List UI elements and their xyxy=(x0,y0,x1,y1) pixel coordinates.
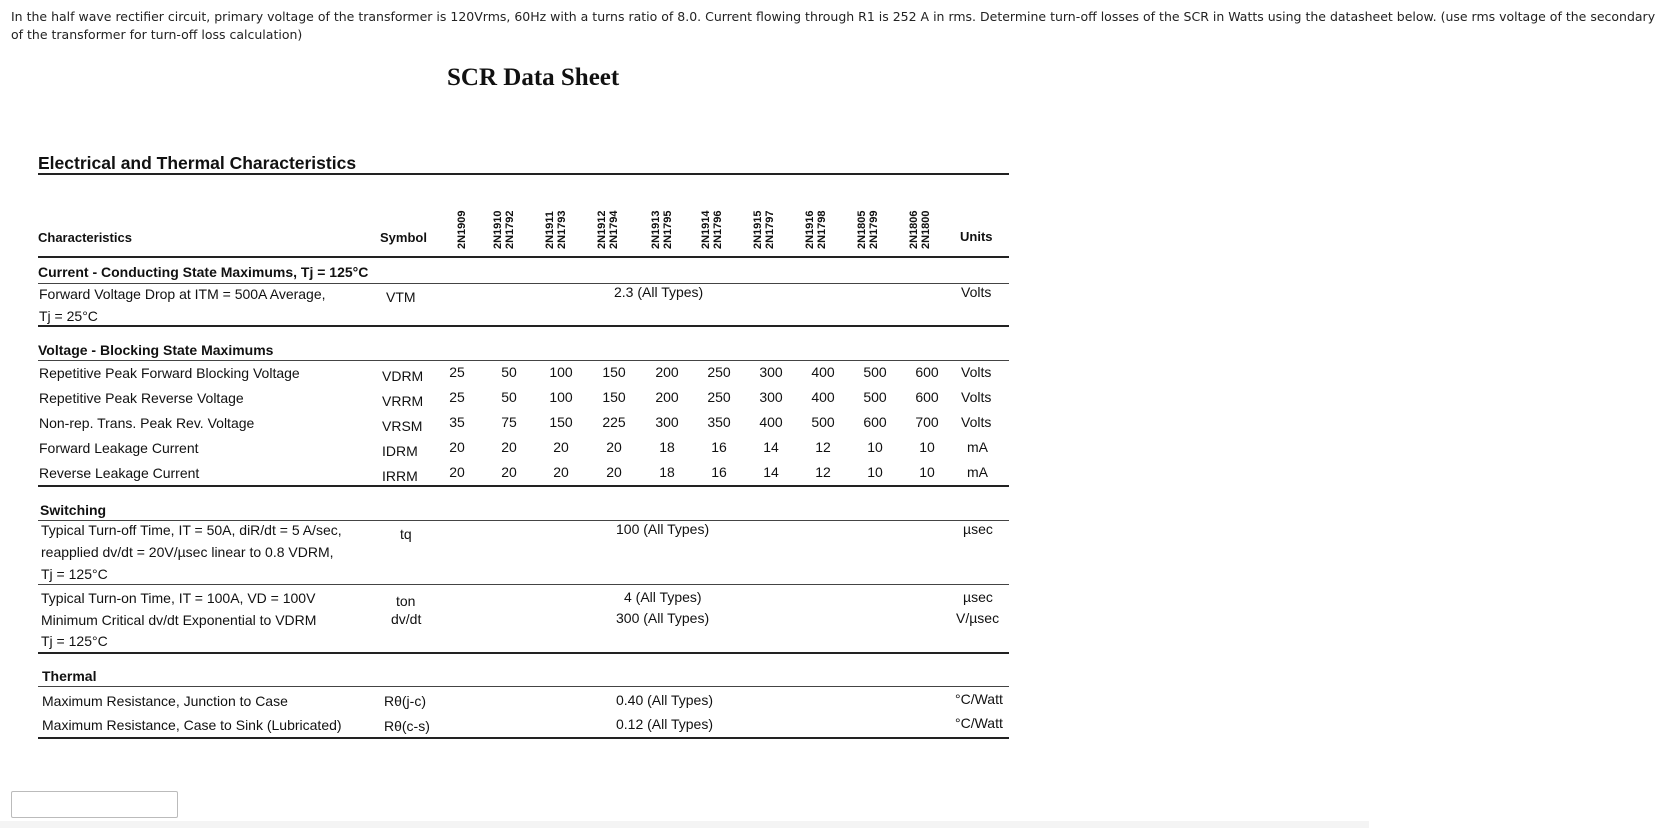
blocking-row-unit: mA xyxy=(967,439,988,455)
blocking-row-value: 16 xyxy=(711,464,727,480)
blocking-row-value: 20 xyxy=(449,439,465,455)
tq-label-3: Tj = 125°C xyxy=(41,566,108,582)
vtm-label-cond: Tj = 25°C xyxy=(39,308,98,324)
blocking-row-symbol: VRRM xyxy=(382,393,424,409)
divider xyxy=(38,173,1009,175)
blocking-row-symbol: VRSM xyxy=(382,418,423,434)
rjc-label: Maximum Resistance, Junction to Case xyxy=(42,693,288,709)
section-switching-title: Switching xyxy=(40,502,107,518)
divider xyxy=(38,652,1009,654)
divider xyxy=(38,256,1009,258)
blocking-row-value: 500 xyxy=(811,414,835,430)
vtm-unit: Volts xyxy=(961,284,992,300)
part-number-header xyxy=(596,197,628,249)
dvdt-label-2: Tj = 125°C xyxy=(41,633,108,649)
blocking-row-value: 600 xyxy=(863,414,887,430)
blocking-row-value: 100 xyxy=(549,364,573,380)
blocking-row-value: 300 xyxy=(655,414,679,430)
part-number-label: 2N1913 2N1795 xyxy=(650,210,674,249)
blocking-row-value: 150 xyxy=(602,364,626,380)
blocking-row-value: 20 xyxy=(553,439,569,455)
blocking-row-label: Forward Leakage Current xyxy=(39,440,199,456)
blocking-row-value: 50 xyxy=(501,389,517,405)
dvdt-symbol: dv/dt xyxy=(391,611,422,627)
part-number-header xyxy=(544,197,576,249)
part-number-header xyxy=(492,197,524,249)
rcs-symbol: Rθ(c-s) xyxy=(384,718,430,734)
ton-unit: µsec xyxy=(963,589,993,605)
answer-input[interactable] xyxy=(11,791,178,818)
blocking-row-value: 100 xyxy=(549,389,573,405)
part-number-header xyxy=(908,197,940,249)
blocking-row-value: 18 xyxy=(659,464,675,480)
col-characteristics: Characteristics xyxy=(38,230,132,245)
blocking-row-symbol: IRRM xyxy=(382,468,418,484)
blocking-row-value: 10 xyxy=(919,439,935,455)
blocking-row-value: 200 xyxy=(655,364,679,380)
blocking-row-value: 20 xyxy=(553,464,569,480)
blocking-row-value: 18 xyxy=(659,439,675,455)
part-number-header xyxy=(700,197,732,249)
blocking-row-value: 200 xyxy=(655,389,679,405)
rjc-value: 0.40 (All Types) xyxy=(616,692,714,708)
section-thermal-title: Thermal xyxy=(42,668,97,684)
blocking-row-symbol: VDRM xyxy=(382,368,424,384)
blocking-row-label: Repetitive Peak Reverse Voltage xyxy=(39,390,244,406)
blocking-row-value: 300 xyxy=(759,389,783,405)
blocking-row-value: 300 xyxy=(759,364,783,380)
part-number-label: 2N1806 2N1800 xyxy=(908,210,932,249)
divider xyxy=(38,485,1009,487)
part-number-header xyxy=(856,197,888,249)
blocking-row-value: 400 xyxy=(811,364,835,380)
blocking-row-value: 14 xyxy=(763,439,779,455)
part-number-label: 2N1910 2N1792 xyxy=(492,210,516,249)
divider xyxy=(38,686,1009,687)
tq-value: 100 (All Types) xyxy=(616,521,710,537)
blocking-row-value: 400 xyxy=(759,414,783,430)
blocking-row-value: 150 xyxy=(549,414,573,430)
blocking-row-value: 75 xyxy=(501,414,517,430)
rcs-value: 0.12 (All Types) xyxy=(616,716,714,732)
vtm-symbol: VTM xyxy=(386,289,416,305)
blocking-row-unit: mA xyxy=(967,464,988,480)
blocking-row-value: 25 xyxy=(449,389,465,405)
divider xyxy=(38,360,1009,361)
vtm-label: Forward Voltage Drop at ITM = 500A Average, xyxy=(39,286,326,302)
part-number-label: 2N1911 2N1793 xyxy=(544,210,568,249)
blocking-row-value: 20 xyxy=(606,464,622,480)
tq-unit: µsec xyxy=(963,521,993,537)
ton-value: 4 (All Types) xyxy=(624,589,702,605)
blocking-row-value: 16 xyxy=(711,439,727,455)
rcs-unit: °C/Watt xyxy=(955,715,1003,731)
part-number-header xyxy=(804,197,836,249)
question-line-1: In the half wave rectifier circuit, primary voltage of the transformer is 120Vrms, 60Hz with a turns ratio of 8.0. Current flowing through R1 is 252 A in rms. Determine turn-off losses of the SCR in Watts using the datasheet below. (use rms voltage of the secondary xyxy=(11,9,1655,24)
tq-label-2: reapplied dv/dt = 20V/µsec linear to 0.8 VDRM, xyxy=(41,544,334,560)
tq-label: Typical Turn-off Time, IT = 50A, diR/dt = 5 A/sec, xyxy=(41,522,342,538)
part-number-header xyxy=(456,197,488,249)
blocking-row-value: 700 xyxy=(915,414,939,430)
part-number-header xyxy=(650,197,682,249)
datasheet-heading: Electrical and Thermal Characteristics xyxy=(38,153,357,173)
blocking-row-value: 12 xyxy=(815,464,831,480)
divider xyxy=(38,283,1009,284)
blocking-row-value: 20 xyxy=(449,464,465,480)
blocking-row-value: 12 xyxy=(815,439,831,455)
blocking-row-value: 350 xyxy=(707,414,731,430)
blocking-row-value: 20 xyxy=(501,439,517,455)
datasheet-image xyxy=(36,150,1011,750)
dvdt-label: Minimum Critical dv/dt Exponential to VDRM xyxy=(41,612,317,628)
dvdt-value: 300 (All Types) xyxy=(616,610,710,626)
divider xyxy=(38,584,1009,585)
blocking-row-symbol: IDRM xyxy=(382,443,418,459)
blocking-row-value: 10 xyxy=(919,464,935,480)
section-conducting-title: Current - Conducting State Maximums, Tj = 125°C xyxy=(38,264,369,280)
rcs-label: Maximum Resistance, Case to Sink (Lubricated) xyxy=(42,717,342,733)
rjc-unit: °C/Watt xyxy=(955,691,1003,707)
sheet-title: SCR Data Sheet xyxy=(447,64,620,91)
blocking-row-value: 500 xyxy=(863,364,887,380)
part-number-label: 2N1909 xyxy=(456,210,468,249)
blocking-row-unit: Volts xyxy=(961,389,992,405)
page-bottom-edge xyxy=(0,821,1369,828)
divider xyxy=(38,325,1009,327)
part-number-label: 2N1912 2N1794 xyxy=(596,210,620,249)
part-number-label: 2N1915 2N1797 xyxy=(752,210,776,249)
section-blocking-title: Voltage - Blocking State Maximums xyxy=(38,342,274,358)
part-number-label: 2N1914 2N1796 xyxy=(700,210,724,249)
blocking-row-value: 10 xyxy=(867,464,883,480)
col-units: Units xyxy=(960,229,993,244)
blocking-row-value: 400 xyxy=(811,389,835,405)
tq-symbol: tq xyxy=(400,526,412,542)
part-number-label: 2N1805 2N1799 xyxy=(856,210,880,249)
blocking-row-value: 10 xyxy=(867,439,883,455)
question-line-2: of the transformer for turn-off loss calculation) xyxy=(11,27,303,42)
divider xyxy=(38,737,1009,739)
ton-symbol: ton xyxy=(396,593,416,609)
blocking-row-value: 600 xyxy=(915,364,939,380)
blocking-row-value: 25 xyxy=(449,364,465,380)
blocking-row-unit: Volts xyxy=(961,414,992,430)
part-number-header xyxy=(752,197,784,249)
blocking-row-value: 150 xyxy=(602,389,626,405)
blocking-row-label: Non-rep. Trans. Peak Rev. Voltage xyxy=(39,415,255,431)
blocking-row-value: 250 xyxy=(707,364,731,380)
blocking-row-value: 225 xyxy=(602,414,626,430)
divider xyxy=(38,520,1009,521)
blocking-row-value: 20 xyxy=(501,464,517,480)
col-symbol: Symbol xyxy=(380,230,427,245)
blocking-row-value: 250 xyxy=(707,389,731,405)
blocking-row-value: 14 xyxy=(763,464,779,480)
rjc-symbol: Rθ(j-c) xyxy=(384,693,426,709)
blocking-row-unit: Volts xyxy=(961,364,992,380)
blocking-row-value: 500 xyxy=(863,389,887,405)
dvdt-unit: V/µsec xyxy=(956,610,1000,626)
blocking-row-label: Repetitive Peak Forward Blocking Voltage xyxy=(39,365,300,381)
blocking-row-label: Reverse Leakage Current xyxy=(39,465,200,481)
question-text xyxy=(11,8,1655,44)
blocking-row-value: 600 xyxy=(915,389,939,405)
ton-label: Typical Turn-on Time, IT = 100A, VD = 100V xyxy=(41,590,316,606)
vtm-value: 2.3 (All Types) xyxy=(614,284,704,300)
blocking-row-value: 50 xyxy=(501,364,517,380)
part-number-label: 2N1916 2N1798 xyxy=(804,210,828,249)
blocking-row-value: 20 xyxy=(606,439,622,455)
blocking-row-value: 35 xyxy=(449,414,465,430)
